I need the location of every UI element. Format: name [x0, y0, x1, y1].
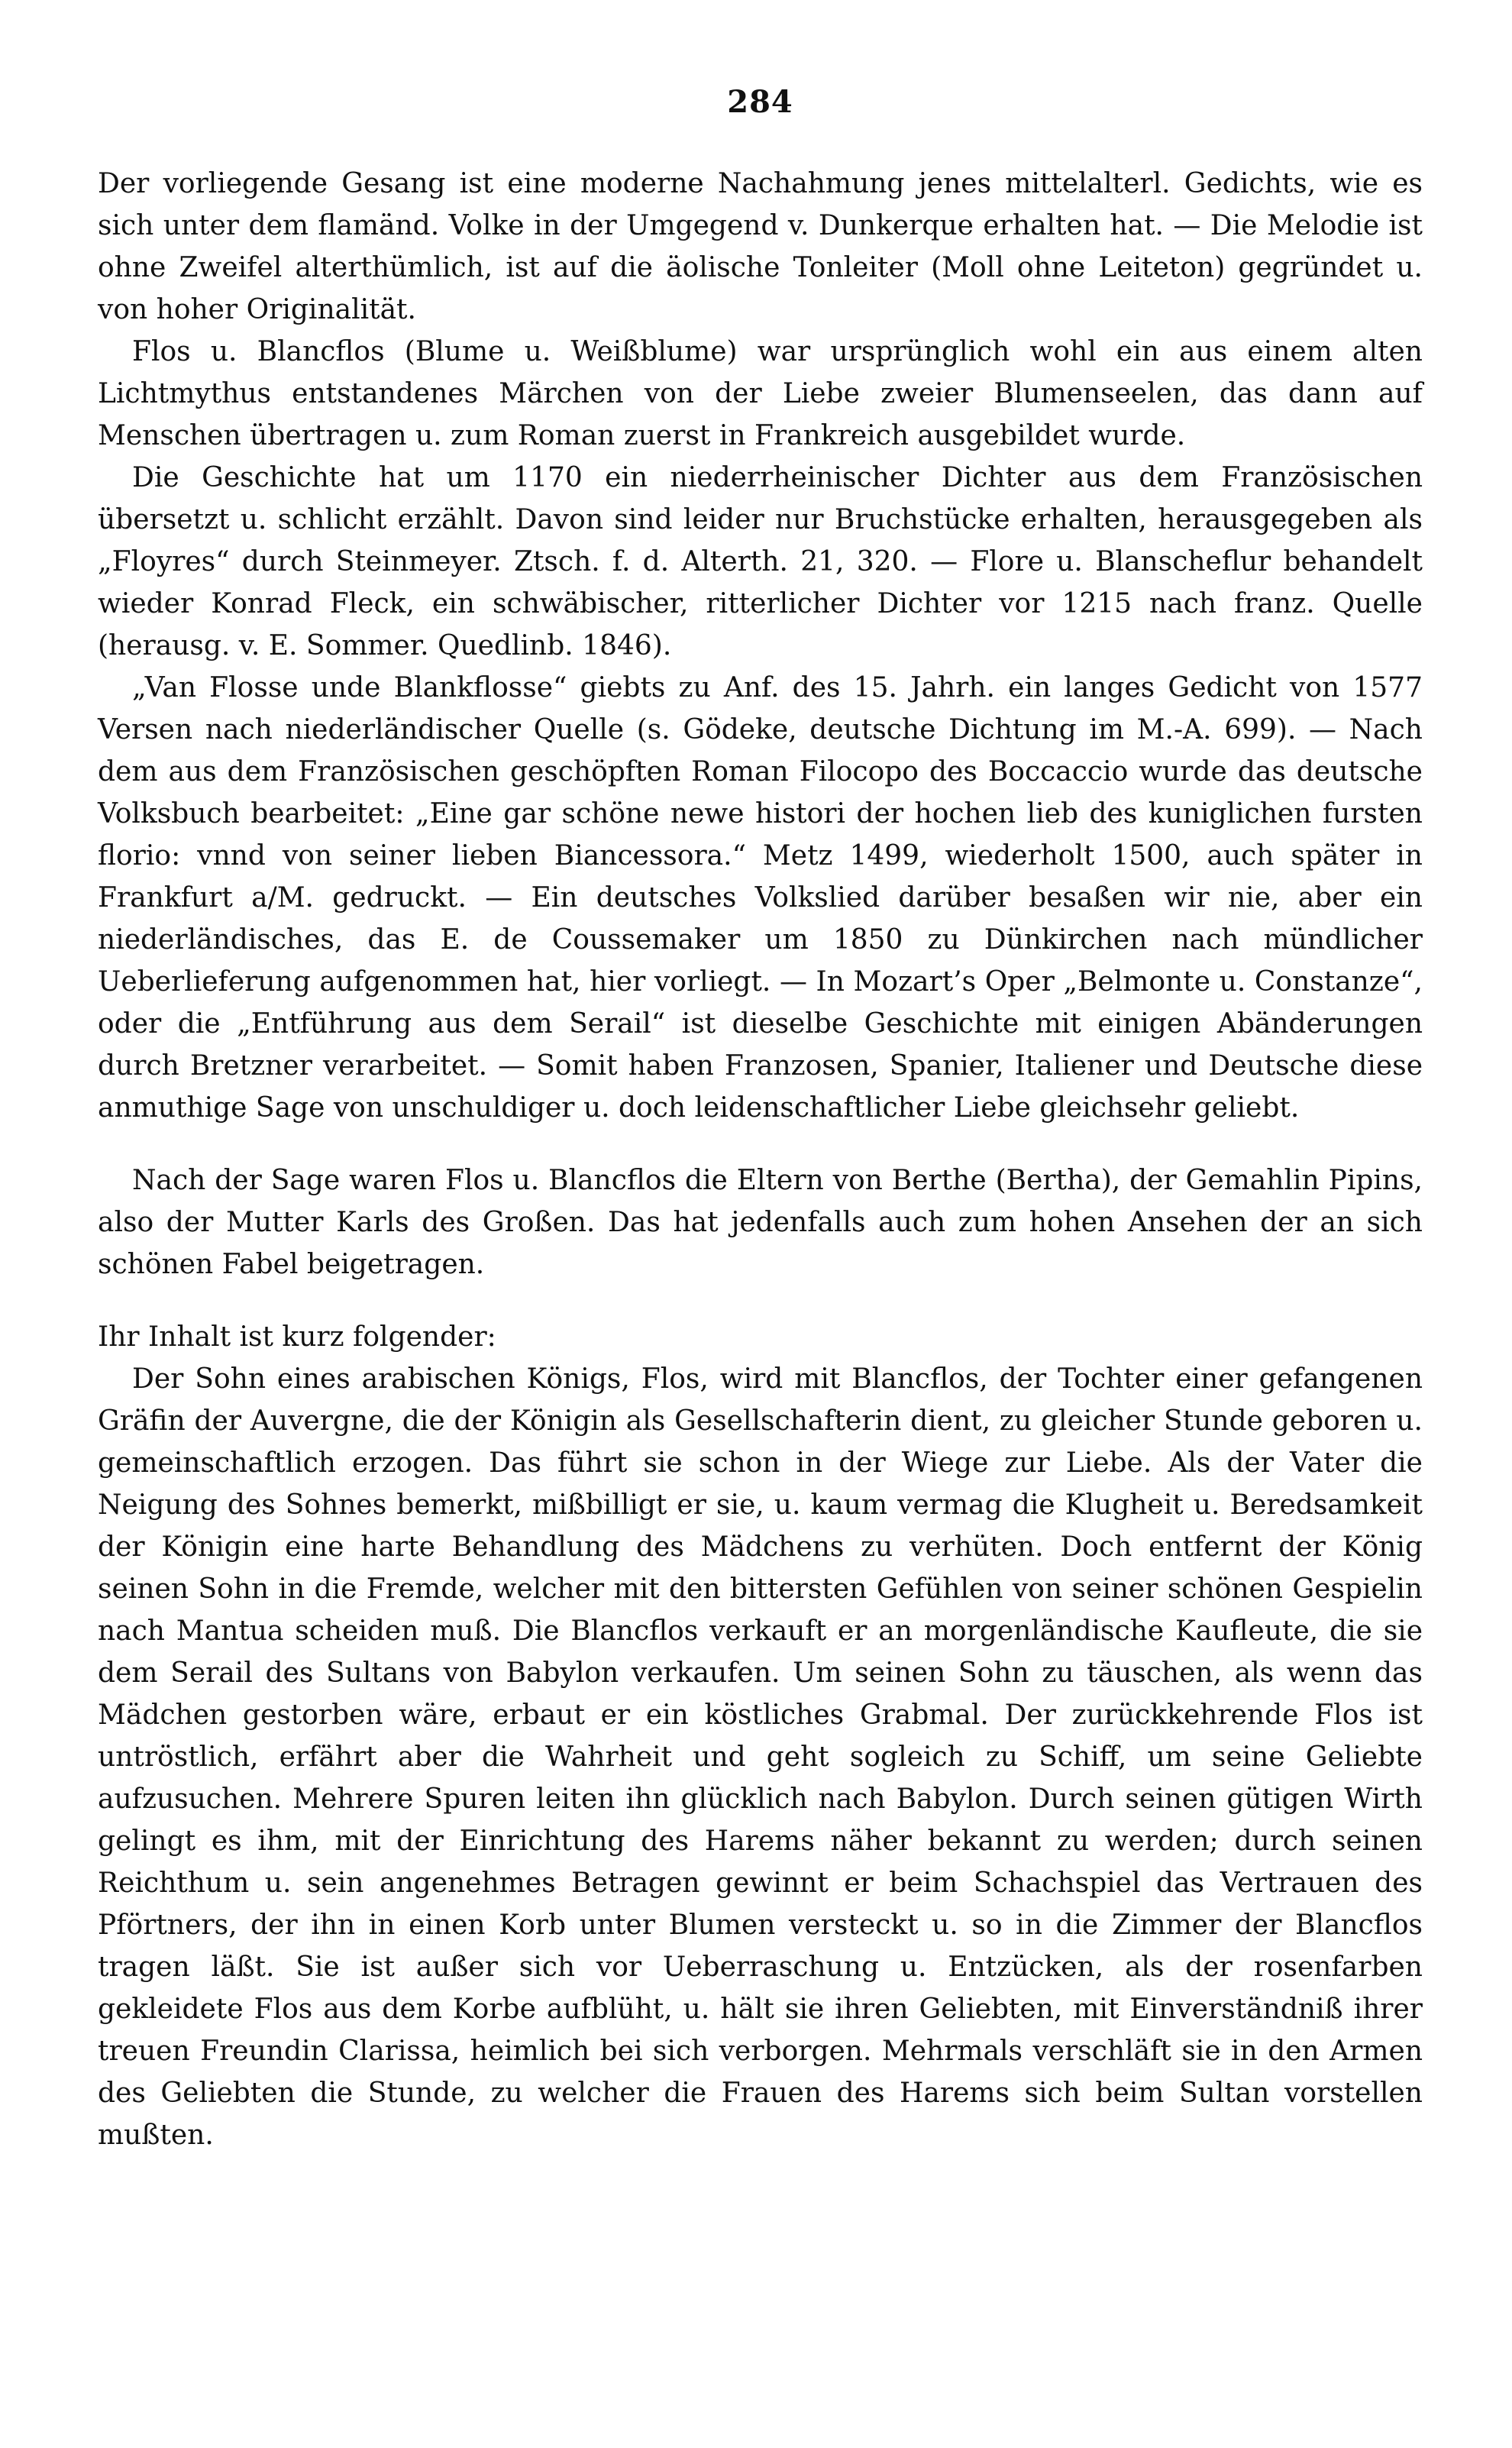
- page-number: 284: [727, 84, 793, 120]
- paragraph-sage: Nach der Sage waren Flos u. Blancflos die Eltern von Berthe (Bertha), der Gemahlin Pipins, also der Mutter Karls des Großen. Das hat jedenfalls auch zum hohen Ansehen der an sich schönen Fabel beigetragen.: [98, 1165, 1423, 1280]
- paragraph-volksbuch: „Van Flosse unde Blankflosse“ giebts zu Anf. des 15. Jahrh. ein langes Gedicht von 1577 Versen nach niederländischer Quelle (s. Gödeke, deutsche Dichtung im M.-A. 699). — Nach dem aus dem Französischen geschöpften Roman Filocopo des Boccaccio wurde das deutsche Volksbuch bearbeitet: „Eine gar schöne newe histori der hochen lieb des kuniglichen fursten florio: vnnd von seiner lieben Biancessora.“ Metz 1499, wiederholt 1500, auch später in Frankfurt a/M. gedruckt. — Ein deutsches Volkslied darüber besaßen wir nie, aber ein niederländisches, das E. de Coussemaker um 1850 zu Dünkirchen nach mündlicher Ueberlieferung aufgenommen hat, hier vorliegt. — In Mozart’s Oper „Belmonte u. Constanze“, oder die „Entführung aus dem Serail“ ist dieselbe Geschichte mit einigen Abänderungen durch Bretzner verarbeitet. — Somit haben Franzosen, Spanier, Italiener und Deutsche diese anmuthige Sage von unschuldiger u. doch leidenschaftlicher Liebe gleichsehr geliebt.: [98, 672, 1423, 1124]
- paragraph-inhalt-heading: Ihr Inhalt ist kurz folgender:: [98, 1321, 496, 1353]
- paragraph-gesang: Der vorliegende Gesang ist eine moderne Nachahmung jenes mittelalterl. Gedichts, wie es sich unter dem flamänd. Volke in der Umgegend v. Dunkerque erhalten hat. — Die Melodie ist ohne Zweifel alterthümlich, ist auf die äolische Tonleiter (Moll ohne Leiteton) gegründet u. von hoher Originalität.: [98, 168, 1423, 325]
- paragraph-geschichte: Die Geschichte hat um 1170 ein niederrheinischer Dichter aus dem Französischen übersetzt u. schlicht erzählt. Davon sind leider nur Bruchstücke erhalten, herausgegeben als „Floyres“ durch Steinmeyer. Ztsch. f. d. Alterth. 21, 320. — Flore u. Blanscheflur behandelt wieder Konrad Fleck, ein schwäbischer, ritterlicher Dichter vor 1215 nach franz. Quelle (herausg. v. E. Sommer. Quedlinb. 1846).: [98, 462, 1423, 661]
- book-page: [98, 84, 1423, 2156]
- paragraph-flos-blancflos: Flos u. Blancflos (Blume u. Weißblume) war ursprünglich wohl ein aus einem alten Lichtmythus entstandenes Märchen von der Liebe zweier Blumenseelen, das dann auf Menschen übertragen u. zum Roman zuerst in Frankreich ausgebildet wurde.: [98, 336, 1423, 451]
- paragraph-inhalt: Der Sohn eines arabischen Königs, Flos, wird mit Blancflos, der Tochter einer gefangenen Gräfin der Auvergne, die der Königin als Gesellschafterin dient, zu gleicher Stunde geboren u. gemeinschaftlich erzogen. Das führt sie schon in der Wiege zur Liebe. Als der Vater die Neigung des Sohnes bemerkt, mißbilligt er sie, u. kaum vermag die Klugheit u. Beredsamkeit der Königin eine harte Behandlung des Mädchens zu verhüten. Doch entfernt der König seinen Sohn in die Fremde, welcher mit den bittersten Gefühlen von seiner schönen Gespielin nach Mantua scheiden muß. Die Blancflos verkauft er an morgenländische Kaufleute, die sie dem Serail des Sultans von Babylon verkaufen. Um seinen Sohn zu täuschen, als wenn das Mädchen gestorben wäre, erbaut er ein köstliches Grabmal. Der zurückkehrende Flos ist untröstlich, erfährt aber die Wahrheit und geht sogleich zu Schiff, um seine Geliebte aufzusuchen. Mehrere Spuren leiten ihn glücklich nach Babylon. Durch seinen gütigen Wirth gelingt es ihm, mit der Einrichtung des Harems näher bekannt zu werden; durch seinen Reichthum u. sein angenehmes Betragen gewinnt er beim Schachspiel das Vertrauen des Pförtners, der ihn in einen Korb unter Blumen versteckt u. so in die Zimmer der Blancflos tragen läßt. Sie ist außer sich vor Ueberraschung u. Entzücken, als der rosenfarben gekleidete Flos aus dem Korbe aufblüht, u. hält sie ihren Geliebten, mit Einverständniß ihrer treuen Freundin Clarissa, heimlich bei sich verborgen. Mehrmals verschläft sie in den Armen des Geliebten die Stunde, zu welcher die Frauen des Harems sich beim Sultan vorstellen mußten.: [98, 1363, 1423, 2151]
